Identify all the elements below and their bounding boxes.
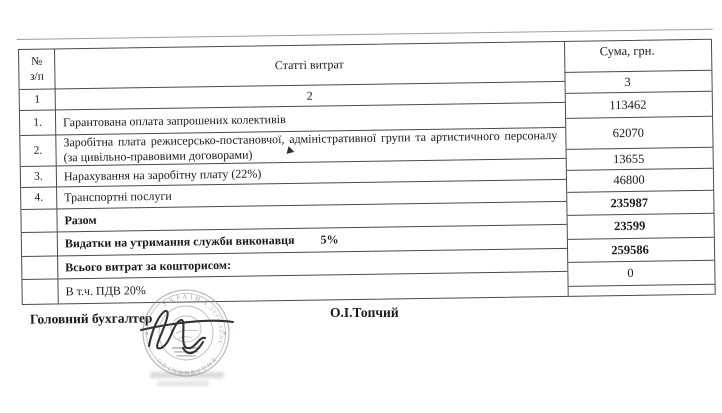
row-num: 2. [33,144,43,157]
sum-cell [566,117,712,150]
stamp-right-text: ДЕРЖАВНЕ [207,305,224,346]
row-num-cell [20,110,56,135]
sum-cell [566,92,712,119]
header-items-cell [55,42,565,89]
colnum-1-cell [20,89,56,110]
sum-column [564,40,715,296]
row-text: Нарахування на заробітну плату (22%) [63,165,262,183]
row-text: Всього витрат за кошторисом: [65,257,232,274]
stamp-smudge [157,381,209,386]
sum-header-label: Сума, грн. [599,43,655,59]
row-text-line2: (за цивільно-правовими договорами) [63,147,253,165]
row-percent: 5% [320,232,339,247]
amount-value: 13655 [612,151,645,166]
stamp-top-text: УКРАЇНА [160,292,212,309]
row-num-cell [21,209,57,232]
stamp-star-left: ✶ [144,330,150,338]
row-num-cell [20,135,56,166]
row-text: Транспортні послуги [64,188,172,205]
row-num-cell [21,187,57,209]
handwritten-signature [137,296,239,360]
sum-cell-fee [568,214,714,240]
header-items-label: Статті витрат [274,57,344,73]
stamp-smudge [150,372,224,378]
amount-value: 113462 [609,97,647,112]
amount-value: 62070 [612,125,645,140]
row-text: Видатки на утримання служби виконавця [64,232,295,251]
accountant-role-label: Головний бухгалтер [29,310,153,327]
sum-cell [567,169,713,193]
expense-table-main-columns [19,42,568,304]
row-num-cell [21,166,57,187]
accountant-name: О.І.Топчий [330,305,399,320]
row-text-line1: Заробітна плата режисерсько-постановчої, адміністративної групи та артистичного персоналу [63,128,558,150]
amount-value: 0 [627,265,634,280]
row-num: 4. [34,191,44,205]
stamp-star-right: ✶ [222,330,228,338]
row-num: 3. [33,170,43,183]
row-num-cell [22,256,58,279]
colnum-2: 2 [306,88,313,103]
row-text: Гарантована оплата запрошених колективів [62,111,286,129]
row-num-cell [22,279,58,304]
sum-cell [567,148,713,171]
sum-cell-vat [568,261,714,287]
header-num-cell [19,49,56,89]
amount-value: 23599 [613,218,646,234]
row-text: В т.ч. ПДВ 20% [65,282,146,298]
header-num-line2: з/п [29,70,44,83]
amount-value: 235987 [610,195,649,210]
sum-header-cell [565,40,712,73]
expense-table [18,39,716,305]
row-num: 1. [33,116,42,129]
header-num-line1: № [31,55,43,68]
colnum-3: 3 [624,74,631,89]
row-text: Разом [64,212,97,227]
sum-cell-grand-total [568,238,714,263]
amount-value: 259586 [611,242,649,257]
row-num-cell [22,232,58,256]
sum-column-stack [565,40,715,287]
amount-value: 46800 [613,172,645,188]
stamp-bottom-text: ВИДАВНИЦТВО [155,355,217,376]
sum-colnum-cell [565,71,711,94]
colnum-1: 1 [34,93,41,106]
sum-cell-total [567,191,713,216]
